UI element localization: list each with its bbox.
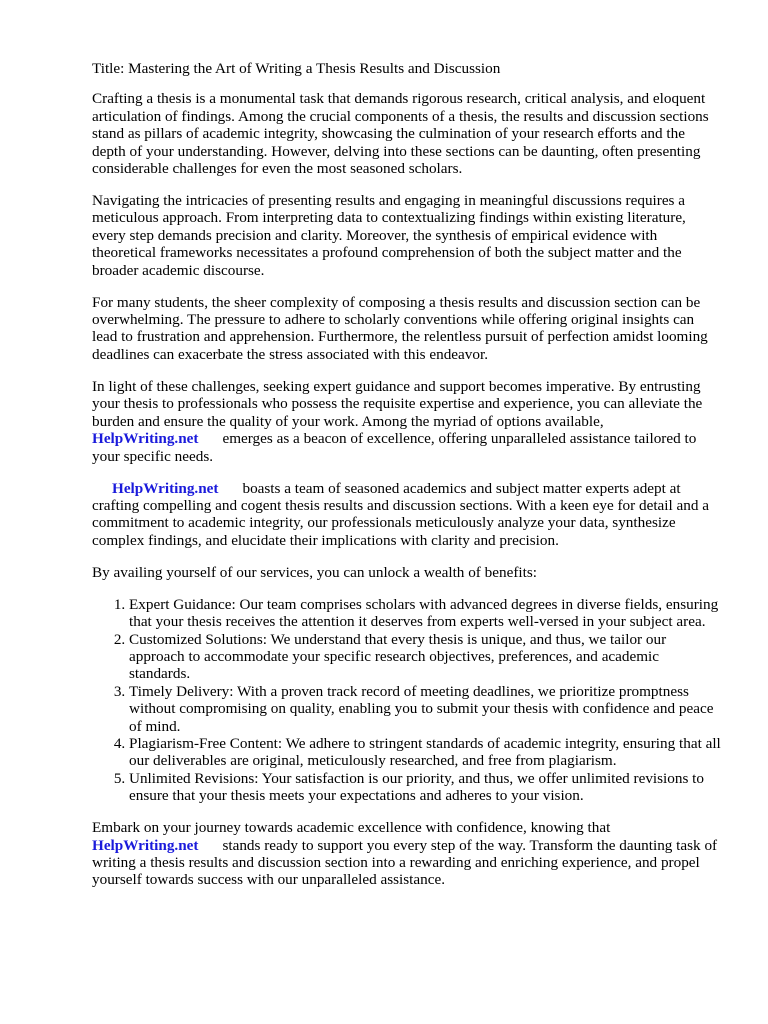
paragraph-closing — [92, 819, 722, 889]
list-item: 5. Unlimited Revisions: Your satisfaction is our priority, and thus, we offer unlimited revisions to ensure that your thesis meets your expectations and adheres to your vision. — [129, 770, 722, 805]
document-title: Title: Mastering the Art of Writing a Thesis Results and Discussion — [92, 60, 501, 77]
document-page — [92, 60, 722, 903]
list-item: 2. Customized Solutions: We understand that every thesis is unique, and thus, we tailor our approach to accommodate your specific research objectives, preferences, and academic standards. — [129, 631, 722, 683]
paragraph-guidance-text: In light of these challenges, seeking expert guidance and support becomes imperative. By entrusting your thesis to professionals who possess the requisite expertise and experience, you can alleviate the burden and ensure the quality of your work. Among the myriad of options available, — [92, 377, 703, 430]
list-item: 1. Expert Guidance: Our team comprises scholars with advanced degrees in diverse fields, ensuring that your thesis receives the attention it deserves from experts well-versed in your subject area. — [129, 596, 722, 631]
paragraph-intro: Crafting a thesis is a monumental task that demands rigorous research, critical analysis, and eloquent articulation of findings. Among the crucial components of a thesis, the results and discussion sections stand as pillars of academic integrity, showcasing the culmination of your research efforts and the depth of your understanding. However, delving into these sections can be daunting, often presenting considerable challenges for even the most seasoned scholars. — [92, 90, 709, 178]
paragraph-navigating: Navigating the intricacies of presenting results and engaging in meaningful discussions requires a meticulous approach. From interpreting data to contextualizing findings within existing literature, every step demands precision and clarity. Moreover, the synthesis of empirical evidence with theoretical frameworks necessitates a profound comprehension of both the subject matter and the broader academic discourse. — [92, 192, 686, 279]
paragraph-team-text: boasts a team of seasoned academics and subject matter experts adept at crafting compelling and cogent thesis results and discussion sections. With a keen eye for detail and a commitment to academic integrity, our professionals meticulously analyze your data, synthesize complex findings, and elucidate their implications with clarity and precision. — [92, 479, 709, 549]
list-item: 4. Plagiarism-Free Content: We adhere to stringent standards of academic integrity, ensuring that all our deliverables are original, meticulously researched, and free from plagiarism. — [129, 735, 722, 770]
paragraph-team — [92, 480, 722, 550]
paragraph-complexity: For many students, the sheer complexity of composing a thesis results and discussion section can be overwhelming. The pressure to adhere to scholarly conventions while offering original insights can lead to frustration and apprehension. Furthermore, the relentless pursuit of perfection amidst looming deadlines can exacerbate the stress associated with this endeavor. — [92, 293, 708, 363]
paragraph-closing-tail: stands ready to support you every step of the way. Transform the daunting task of writing a thesis results and discussion section into a rewarding and enriching experience, and propel yourself towards success with our unparalleled assistance. — [92, 836, 718, 889]
benefits-intro: By availing yourself of our services, you can unlock a wealth of benefits: — [92, 563, 537, 581]
helpwriting-link[interactable]: HelpWriting.net — [112, 479, 219, 497]
list-item: 3. Timely Delivery: With a proven track record of meeting deadlines, we prioritize promptness without compromising on quality, enabling you to submit your thesis with confidence and peace of mind. — [129, 683, 722, 735]
benefits-list — [92, 596, 722, 805]
paragraph-closing-text: Embark on your journey towards academic excellence with confidence, knowing that — [92, 819, 611, 837]
paragraph-guidance — [92, 378, 722, 465]
paragraph-guidance-tail: emerges as a beacon of excellence, offering unparalleled assistance tailored to your specific needs. — [92, 430, 697, 465]
helpwriting-link[interactable]: HelpWriting.net — [92, 836, 199, 854]
helpwriting-link[interactable]: HelpWriting.net — [92, 430, 199, 448]
